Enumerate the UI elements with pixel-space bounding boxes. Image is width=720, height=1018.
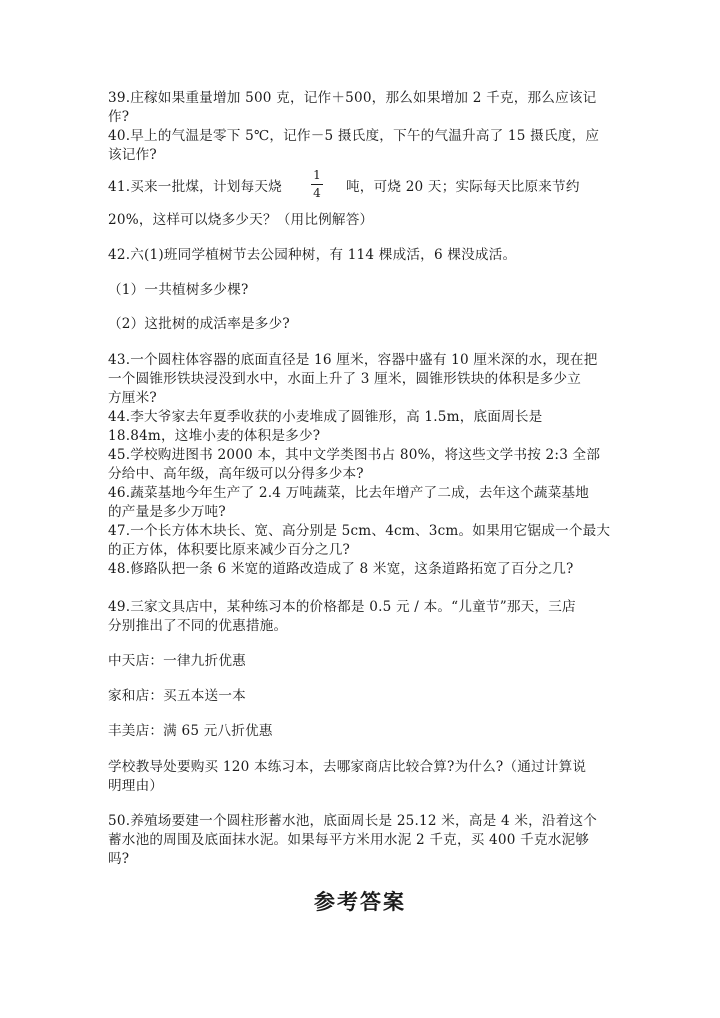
q40-line-1: 40.早上的气温是零下 5℃，记作－5 摄氏度，下午的气温升高了 15 摄氏度，应 xyxy=(108,128,600,144)
q50-line-2: 蓄水池的周围及底面抹水泥。如果每平方米用水泥 2 千克，买 400 千克水泥够 xyxy=(108,832,590,848)
q41-fraction-bar xyxy=(311,184,323,185)
q49-store-3: 丰美店：满 65 元八折优惠 xyxy=(108,723,273,739)
q48-line-1: 48.修路队把一条 6 米宽的道路改造成了 8 米宽，这条道路拓宽了百分之几? xyxy=(108,561,574,577)
answers-title: 参考答案 xyxy=(314,889,406,914)
q47-line-2: 的正方体，体积要比原来减少百分之几? xyxy=(108,542,350,558)
q46-line-2: 的产量是多少万吨? xyxy=(108,504,226,520)
q49-line-1: 49.三家文具店中，某种练习本的价格都是 0.5 元 / 本。“儿童节”那天，三店 xyxy=(108,599,576,615)
q42-sub-2: （2）这批树的成活率是多少? xyxy=(108,316,290,332)
q46-line-1: 46.蔬菜基地今年生产了 2.4 万吨蔬菜，比去年增产了二成，去年这个蔬菜基地 xyxy=(108,485,590,501)
q45-line-2: 分给中、高年级，高年级可以分得多少本? xyxy=(108,466,364,482)
q49-store-1: 中天店：一律九折优惠 xyxy=(108,653,246,669)
q41-line-1-before: 41.买来一批煤，计划每天烧 xyxy=(108,179,282,195)
q40-line-2: 该记作? xyxy=(108,147,157,163)
q47-line-1: 47.一个长方体木块长、宽、高分别是 5cm、4cm、3cm。如果用它锯成一个最大 xyxy=(108,523,611,539)
q41-fraction-numerator: 1 xyxy=(313,168,321,182)
q49-store-2: 家和店：买五本送一本 xyxy=(108,688,246,704)
q41-line-1-after: 吨，可烧 20 天；实际每天比原来节约 xyxy=(346,179,580,195)
q41-fraction-denominator: 4 xyxy=(313,186,321,200)
q43-line-1: 43.一个圆柱体容器的底面直径是 16 厘米，容器中盛有 10 厘米深的水，现在把 xyxy=(108,352,598,368)
q44-line-2: 18.84m，这堆小麦的体积是多少? xyxy=(108,428,321,444)
q42-sub-1: （1）一共植树多少棵? xyxy=(108,282,249,298)
q44-line-1: 44.李大爷家去年夏季收获的小麦堆成了圆锥形，高 1.5m，底面周长是 xyxy=(108,409,543,425)
q50-line-1: 50.养殖场要建一个圆柱形蓄水池，底面周长是 25.12 米，高是 4 米，沿着这个 xyxy=(108,813,598,829)
q42-line-1: 42.六(1)班同学植树节去公园种树，有 114 棵成活，6 棵没成活。 xyxy=(108,247,517,263)
q41-line-2: 20%，这样可以烧多少天？（用比例解答） xyxy=(108,212,374,228)
q49-line-2: 分别推出了不同的优惠措施。 xyxy=(108,618,288,634)
q49-ask-1: 学校教导处要购买 120 本练习本，去哪家商店比较合算?为什么?（通过计算说 xyxy=(108,759,587,775)
q45-line-1: 45.学校购进图书 2000 本，其中文学类图书占 80%，将这些文学书按 2:3 全部 xyxy=(108,447,601,463)
q50-line-3: 吗? xyxy=(108,851,130,867)
q49-ask-2: 明理由） xyxy=(108,778,164,794)
q39-line-1: 39.庄稼如果重量增加 500 克，记作＋500，那么如果增加 2 千克，那么应该记 xyxy=(108,90,597,106)
q43-line-3: 方厘米? xyxy=(108,390,157,406)
q43-line-2: 一个圆锥形铁块浸没到水中，水面上升了 3 厘米，圆锥形铁块的体积是多少立 xyxy=(108,371,582,387)
q39-line-2: 作? xyxy=(108,109,130,125)
